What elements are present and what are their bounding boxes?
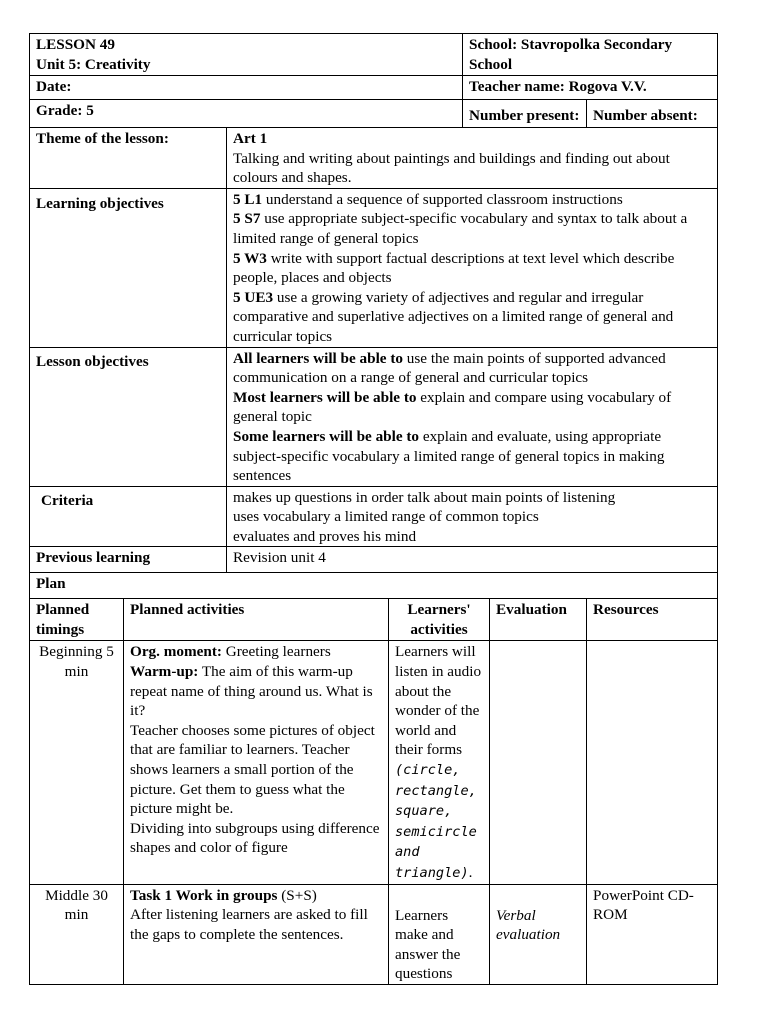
date-label: Date: <box>36 78 72 95</box>
col-header-timings: Planned timings <box>36 601 90 639</box>
previous-learning-value: Revision unit 4 <box>233 549 326 567</box>
learning-objective-item <box>233 249 711 288</box>
activity-part <box>130 662 382 721</box>
criteria-line: makes up questions in order talk about main points of listening <box>233 488 616 506</box>
plan-col-learners <box>389 599 490 641</box>
activity-text: The aim of this warm-up repeat name of thing around us. What is it? <box>130 663 373 720</box>
criteria-content-cell <box>227 486 718 547</box>
row-timing <box>30 641 124 884</box>
grade-cell <box>30 100 463 128</box>
objective-code: 5 W3 <box>233 249 267 267</box>
lesson-objectives-label-cell <box>30 347 227 486</box>
row-activities <box>124 641 389 884</box>
row-evaluation <box>490 641 587 884</box>
criteria-line: uses vocabulary a limited range of common topics <box>233 508 539 526</box>
grade-label: Grade: 5 <box>36 102 94 119</box>
theme-label-cell <box>30 128 227 189</box>
lesson-plan-table <box>29 33 718 985</box>
number-present-label: Number present: <box>469 107 580 125</box>
objective-lead: All learners will be able to <box>233 349 403 367</box>
row-activities <box>124 884 389 984</box>
learning-objective-item <box>233 209 711 248</box>
objective-text: use appropriate subject-specific vocabulary and syntax to talk about a limited range of general topics <box>233 210 688 247</box>
evaluation-text: Verbal evaluation <box>496 906 561 944</box>
objective-lead: Most learners will be able to <box>233 388 417 406</box>
lesson-unit-cell <box>30 34 463 76</box>
activity-lead: Warm-up: <box>130 663 199 681</box>
criteria-label-cell <box>30 486 227 547</box>
activity-part <box>130 819 382 858</box>
previous-learning-label-cell <box>30 547 227 573</box>
theme-content-cell <box>227 128 718 189</box>
activity-text: Dividing into subgroups using difference shapes and color of figure <box>130 819 380 857</box>
lesson-objective-item <box>233 388 711 427</box>
learning-objective-item <box>233 190 711 210</box>
row-resources <box>587 884 718 984</box>
row-evaluation <box>490 884 587 984</box>
col-header-learners: Learners' activities <box>407 601 471 639</box>
activity-text: (S+S) <box>277 886 317 904</box>
activity-text: Greeting learners <box>221 643 331 661</box>
learning-objective-item <box>233 288 711 347</box>
col-header-evaluation: Evaluation <box>496 601 567 619</box>
objective-text: understand a sequence of supported classroom instructions <box>262 190 623 208</box>
plan-col-timings <box>30 599 124 641</box>
plan-heading-cell <box>30 573 718 599</box>
activity-text: Teacher chooses some pictures of object that are familiar to learners. Teacher shows learners a small portion of the picture. Get them to guess what the picture might be. <box>130 721 375 818</box>
activity-part <box>130 721 382 819</box>
table-row <box>30 884 718 984</box>
lesson-number: LESSON 49 <box>36 36 115 53</box>
activity-lead: Task 1 Work in groups <box>130 886 278 904</box>
learning-objectives-label-cell <box>30 188 227 347</box>
date-cell <box>30 76 463 100</box>
teacher-name: Teacher name: Rogova V.V. <box>469 78 647 95</box>
activity-part <box>130 886 382 906</box>
theme-title: Art 1 <box>233 130 268 147</box>
number-absent-cell <box>587 100 718 128</box>
previous-learning-content-cell <box>227 547 718 573</box>
objective-text: use a growing variety of adjectives and regular and irregular comparative and superlative adjectives on a limited range of general and curricular topics <box>233 288 674 345</box>
criteria-label: Criteria <box>41 491 94 509</box>
unit-title: Unit 5: Creativity <box>36 55 151 73</box>
activity-part <box>130 905 382 944</box>
learning-objectives-label: Learning objectives <box>36 194 164 212</box>
plan-heading: Plan <box>36 575 66 593</box>
timing-text: Beginning 5 min <box>39 643 114 681</box>
number-absent-label: Number absent: <box>593 107 698 125</box>
school-name: School: Stavropolka Secondary School <box>469 36 673 73</box>
objective-text: write with support factual descriptions at text level which describe people, places and objects <box>233 249 675 287</box>
lesson-objective-item <box>233 349 711 388</box>
lesson-plan-document <box>29 33 717 985</box>
teacher-cell <box>463 76 718 100</box>
objective-code: 5 UE3 <box>233 288 274 306</box>
objective-text: explain and compare using vocabulary of general topic <box>233 388 672 426</box>
activity-part <box>130 642 382 662</box>
objective-text: explain and evaluate, using appropriate subject-specific vocabulary a limited range of general topics in making sentences <box>233 427 665 485</box>
previous-learning-label: Previous learning <box>36 549 151 567</box>
theme-text: Talking and writing about paintings and buildings and finding out about colours and shapes. <box>233 149 670 187</box>
col-header-activities: Planned activities <box>130 601 245 619</box>
lesson-objective-item <box>233 427 711 486</box>
school-cell <box>463 34 718 76</box>
objective-lead: Some learners will be able to <box>233 427 420 445</box>
row-timing <box>30 884 124 984</box>
learning-objectives-content-cell <box>227 188 718 347</box>
col-header-resources: Resources <box>593 601 659 619</box>
number-present-cell <box>463 100 587 128</box>
lesson-objectives-label: Lesson objectives <box>36 352 149 370</box>
plan-col-evaluation <box>490 599 587 641</box>
criteria-line: evaluates and proves his mind <box>233 527 417 545</box>
objective-code: 5 L1 <box>233 190 263 208</box>
table-row <box>30 641 718 884</box>
activity-lead: Org. moment: <box>130 643 222 661</box>
row-resources <box>587 641 718 884</box>
learners-shapes: (circle, rectangle, square, semicircle and triangle) <box>395 762 477 881</box>
objective-text: use the main points of supported advanced communication on a range of general and curricular topics <box>233 349 666 387</box>
timing-text: Middle 30 min <box>45 886 108 924</box>
objective-code: 5 S7 <box>233 210 261 228</box>
learners-text: Learners will listen in audio about the wonder of the world and their forms <box>395 643 482 759</box>
activity-text: After listening learners are asked to fill the gaps to complete the sentences. <box>130 906 368 943</box>
learners-end: . <box>468 864 473 881</box>
lesson-objectives-content-cell <box>227 347 718 486</box>
theme-label: Theme of the lesson: <box>36 130 169 147</box>
resources-text: PowerPoint CD-ROM <box>593 886 694 924</box>
learners-text: Learners make and answer the questions <box>395 906 461 983</box>
row-learners <box>389 641 490 884</box>
plan-col-activities <box>124 599 389 641</box>
plan-col-resources <box>587 599 718 641</box>
row-learners <box>389 884 490 984</box>
